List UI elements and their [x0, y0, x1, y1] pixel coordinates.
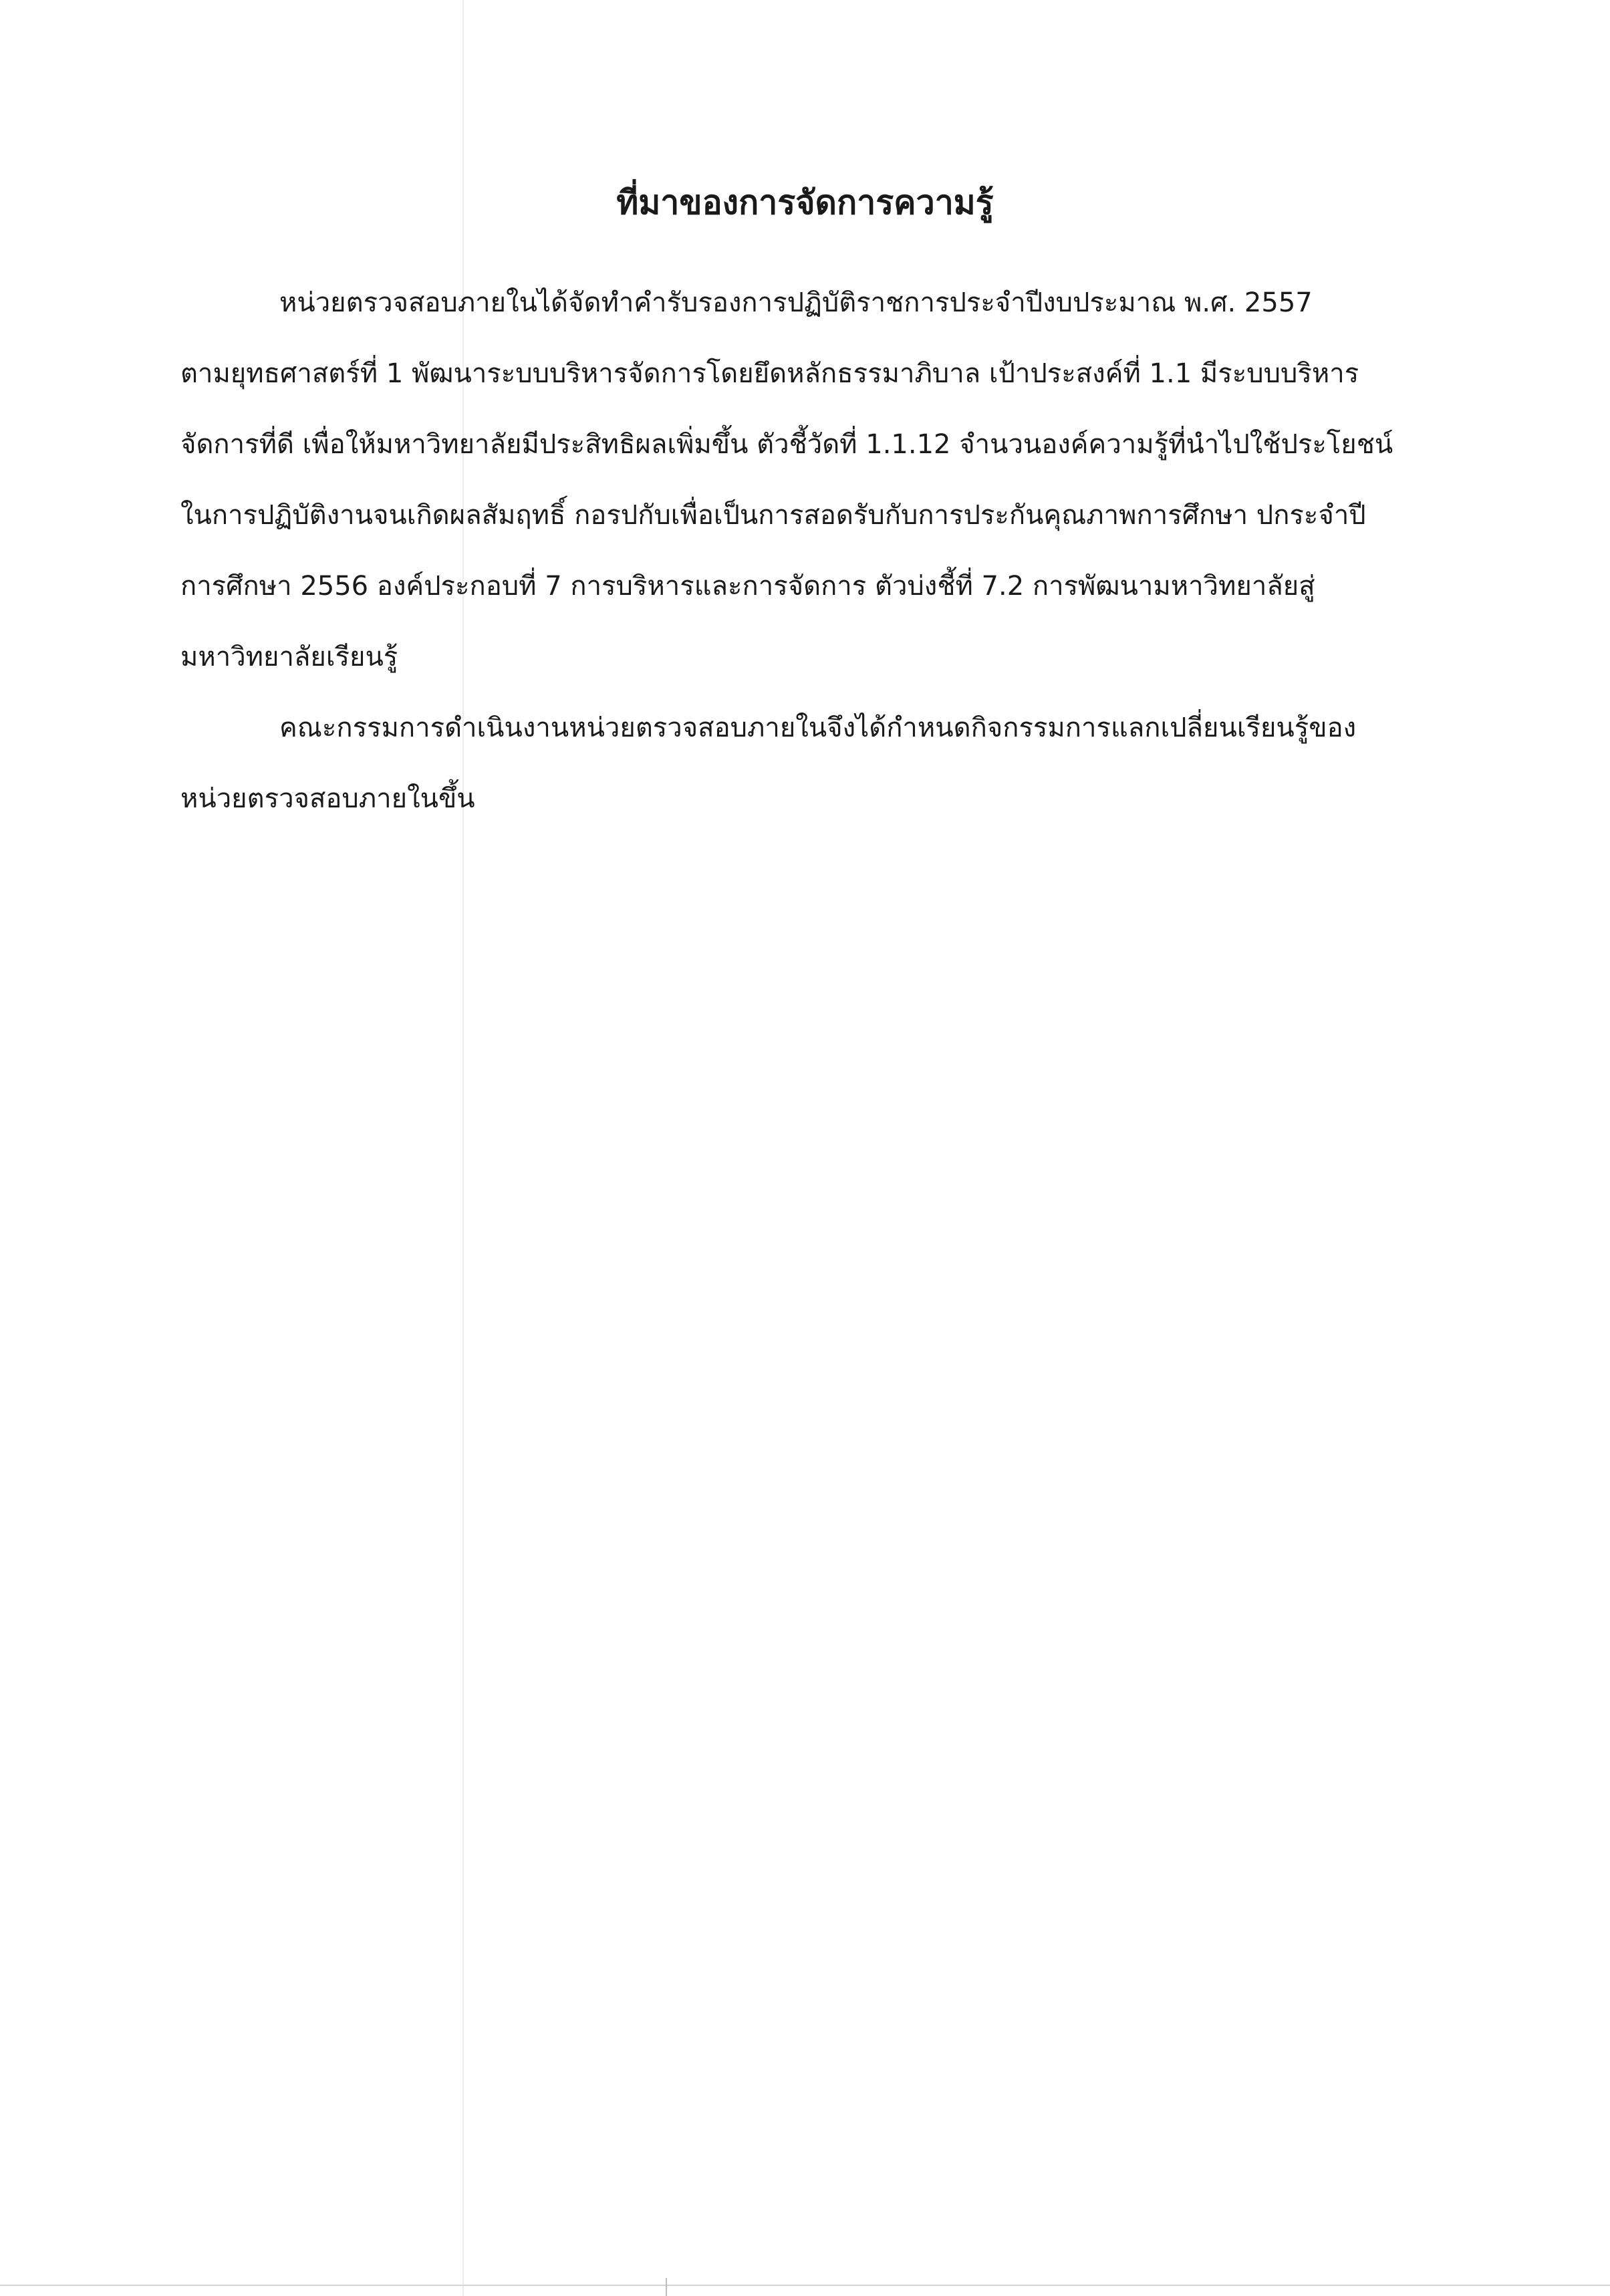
page-bottom-edge: [0, 2285, 1610, 2286]
paragraph-2-line-1: คณะกรรมการดำเนินงานหน่วยตรวจสอบภายในจึงได้กำหนดกิจกรรมการแลกเปลี่ยนเรียนรู้ของ: [279, 713, 1357, 743]
paragraph-1-line-1: หน่วยตรวจสอบภายในได้จัดทำคำรับรองการปฏิบัติราชการประจำปีงบประมาณ พ.ศ. 2557: [279, 287, 1313, 318]
paragraph-1-line-2: ตามยุทธศาสตร์ที่ 1 พัฒนาระบบบริหารจัดการโดยยึดหลักธรรมาภิบาล เป้าประสงค์ที่ 1.1 มีระบบบริหาร: [180, 358, 1359, 389]
document-title: ที่มาของการจัดการความรู้: [616, 183, 994, 222]
document-body: [180, 267, 1450, 834]
paragraph-1-line-3: จัดการที่ดี เพื่อให้มหาวิทยาลัยมีประสิทธิผลเพิ่มขึ้น ตัวชี้วัดที่ 1.1.12 จำนวนองค์ความรู้ที่นำไปใช้ประโยชน์: [180, 429, 1393, 460]
paragraph-2-line-2: หน่วยตรวจสอบภายในขึ้น: [180, 783, 475, 814]
page-bottom-mark: [666, 2278, 667, 2296]
paragraph-1-line-6: มหาวิทยาลัยเรียนรู้: [180, 642, 398, 672]
paragraph-1-line-5: การศึกษา 2556 องค์ประกอบที่ 7 การบริหารและการจัดการ ตัวบ่งชี้ที่ 7.2 การพัฒนามหาวิทยาลัยสู่: [180, 571, 1315, 602]
paragraph-1-line-4: ในการปฏิบัติงานจนเกิดผลสัมฤทธิ์ กอรปกับเพื่อเป็นการสอดรับกับการประกันคุณภาพการศึกษา ปกระจำปี: [180, 500, 1366, 531]
